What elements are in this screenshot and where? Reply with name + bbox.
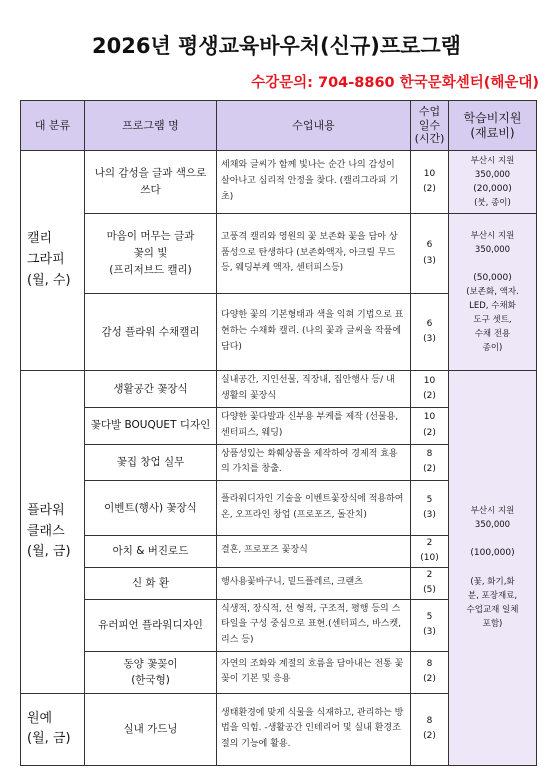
program-days: 8 (2) [411, 693, 449, 765]
program-desc: 실내공간, 지인선물, 직장내, 집안행사 등/ 내 생활의 꽃장식 [217, 371, 411, 408]
program-name: 신 화 환 [85, 567, 217, 599]
program-days: 10 (2) [411, 371, 449, 408]
program-desc: 다양한 꽃의 기본형태과 색을 익혀 기법으로 표현하는 수채화 캘리. (나의 꽃과 글씨을 작품에담다) [217, 294, 411, 371]
program-desc: 식생적, 장식적, 선 형적, 구조적, 평행 등의 스타일을 구성 중심으로 표현.(센터피스, 바스켓, 리스 등) [217, 599, 411, 651]
category-flower: 플라워 클래스 (월, 금) [21, 371, 85, 694]
program-desc: 행사용꽃바구니, 밑드플레르, 크랜츠 [217, 567, 411, 599]
program-name: 이벤트(행사) 꽃장식 [85, 481, 217, 536]
program-name: 마음이 머무는 글과 꽃의 빛 (프리저브드 캘리) [85, 214, 217, 294]
table-row [21, 151, 537, 214]
program-days: 10 (2) [411, 408, 449, 445]
program-days: 2 (10) [411, 536, 449, 568]
table-row [21, 214, 537, 294]
program-desc: 세채와 글씨가 함께 빛나는 순간 나의 감성이 살아나고 심리적 안정을 찾다. (캘리그라피 기초) [217, 151, 411, 214]
program-name: 나의 감성을 글과 색으로 쓰다 [85, 151, 217, 214]
program-name: 꽃집 창업 실무 [85, 444, 217, 481]
program-table [20, 100, 537, 766]
program-desc: 다양한 꽃다발과 신부용 부케를 제작 (선물용, 센터피스, 웨딩) [217, 408, 411, 445]
program-days: 6 (3) [411, 294, 449, 371]
program-name: 꽃다발 BOUQUET 디자인 [85, 408, 217, 445]
program-days: 5 (3) [411, 599, 449, 651]
header-category: 대 분류 [21, 101, 85, 151]
program-name: 동양 꽃꽂이 (한국형) [85, 651, 217, 693]
table-row [21, 371, 537, 408]
program-days: 6 (3) [411, 214, 449, 294]
program-name: 감성 플라워 수채캘리 [85, 294, 217, 371]
category-gardening: 원예 (월, 금) [21, 693, 85, 765]
header-content: 수업내용 [217, 101, 411, 151]
program-days: 10 (2) [411, 151, 449, 214]
table-header-row [21, 101, 537, 151]
program-desc: 생태환경에 맞게 식물을 식재하고, 관리하는 방법을 익힘. -생활공간 인테리어 및 실내 환경조절의 기능에 활용. [217, 693, 411, 765]
program-name: 아치 & 버진로드 [85, 536, 217, 568]
program-days: 8 (2) [411, 444, 449, 481]
header-days: 수업 일수 (시간) [411, 101, 449, 151]
program-name: 유러피언 플라워디자인 [85, 599, 217, 651]
fee-calligraphy-basic: 부산시 지원 350,000 (20,000) (붓, 종이) [449, 151, 537, 214]
header-fee: 학습비지원 (재료비) [449, 101, 537, 151]
fee-calligraphy-preserved: 부산시 지원 350,000 (50,000) (보존화, 액자. LED, 수채화 도구 셋트, 수채 전용 종이) [449, 214, 537, 371]
program-desc: 플라워디자인 기술을 이벤트꽃장식에 적용하여 온, 오프라인 창업 (프로포즈, 돌잔치) [217, 481, 411, 536]
program-desc: 결혼, 프로포즈 꽃장식 [217, 536, 411, 568]
fee-flower-class: 부산시 지원 350,000 (100,000) (꽃, 화기,화 분, 포장재료, 수업교재 일체 포함) [449, 371, 537, 766]
program-desc: 자연의 조화와 계절의 흐름을 담아내는 전통 꽃꽂이 기본 및 응용 [217, 651, 411, 693]
header-program: 프로그램 명 [85, 101, 217, 151]
program-desc: 고풍격 캘리와 영원의 꽃 보존화 꽃을 담아 상품성으로 탄생하다 (보존화액자, 아크릴 무드등, 웨딩부케 액자, 센터피스등) [217, 214, 411, 294]
program-desc: 상품성있는 화훼상품을 제작하여 경제적 효용의 가치를 창출. [217, 444, 411, 481]
category-calligraphy: 캘리 그라피 (월, 수) [21, 151, 85, 371]
program-days: 2 (5) [411, 567, 449, 599]
program-days: 8 (2) [411, 651, 449, 693]
program-name: 생활공간 꽃장식 [85, 371, 217, 408]
inquiry-text: 수강문의: 704-8860 한국문화센터(해운대) [251, 75, 539, 91]
program-name: 실내 가드닝 [85, 693, 217, 765]
page-title: 2026년 평생교육바우처(신규)프로그램 [92, 34, 461, 58]
program-days: 5 (3) [411, 481, 449, 536]
